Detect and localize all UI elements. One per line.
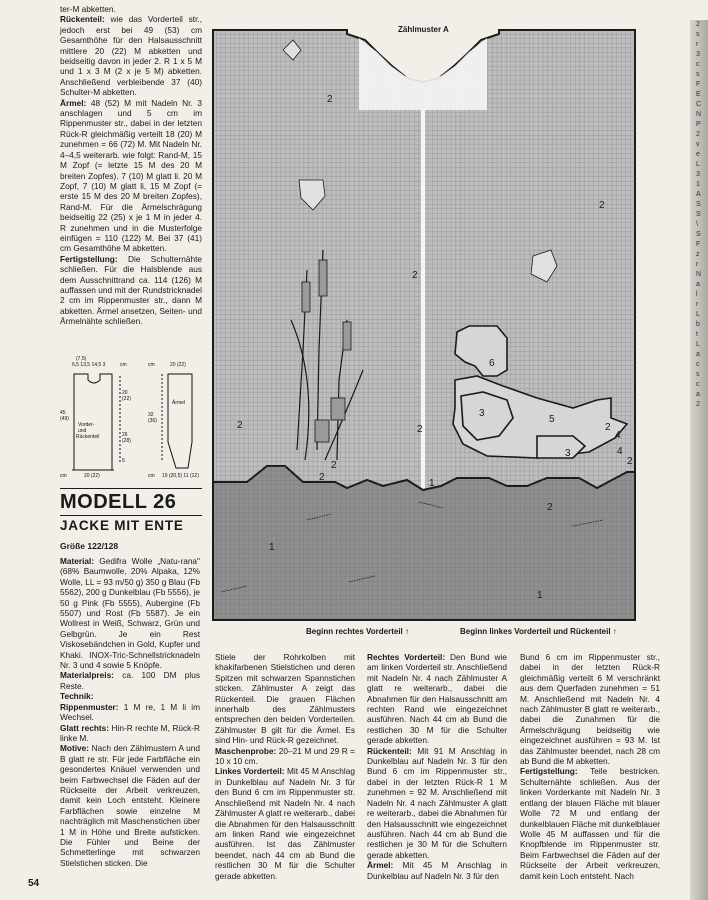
paragraph-heading: Rückenteil: <box>60 14 105 25</box>
model-size: Größe 122/128 <box>60 541 119 551</box>
edge-letter: r <box>696 301 699 308</box>
paragraph <box>215 652 355 746</box>
edge-letter: c <box>696 61 700 68</box>
model-number: MODELL 26 <box>60 491 177 513</box>
page-number: 54 <box>28 878 40 889</box>
chart-color-number: 2 <box>327 94 333 105</box>
chart-color-number: 3 <box>479 408 485 419</box>
edge-letter: S <box>696 211 701 218</box>
svg-text:(49): (49) <box>60 416 69 422</box>
chart-color-number: 2 <box>627 456 633 467</box>
svg-text:20 (22): 20 (22) <box>84 473 100 478</box>
edge-letter: b <box>696 321 700 328</box>
edge-letter: z <box>696 251 700 258</box>
chart-title: Zählmuster A <box>398 25 449 34</box>
svg-text:20 (22): 20 (22) <box>170 362 186 368</box>
edge-letter: c <box>696 381 700 388</box>
svg-text:(22): (22) <box>122 396 131 402</box>
svg-text:20: 20 <box>122 390 128 396</box>
paragraph-heading: Rechtes Vorderteil: <box>367 652 446 662</box>
divider <box>60 515 202 516</box>
arrow-up-icon: ↑ <box>612 627 617 636</box>
paragraph <box>60 723 200 744</box>
paragraph-text: ca. 100 DM plus Reste. <box>60 670 200 691</box>
paragraph-heading: Material: <box>60 556 95 566</box>
edge-letter: 2 <box>696 401 700 408</box>
edge-letter: 3 <box>696 171 700 178</box>
paragraph-heading: Ärmel: <box>367 860 394 871</box>
edge-letter: L <box>696 341 700 348</box>
paragraph-text: Mit 45 M Anschlag in Dunkelblau auf Nadeln Nr. 3 für den Bund 6 cm im Rippenmuster str. Anschließend mit Nadeln Nr. 4 nach Zählmuster A glatt re weiterarb., dabei die Abnahmen für den Halsausschnitt am linken Rand wie eingezeichnet ausführen. Ist das Zählmuster beendet, nach 44 cm ab Bund die restlichen 30 M für die Schulter gerade abketten. <box>215 766 355 881</box>
svg-text:Vorder-: Vorder- <box>78 422 95 428</box>
edge-letter: 1 <box>696 181 700 188</box>
edge-letter: S <box>696 231 701 238</box>
paragraph-heading: Glatt rechts: <box>60 722 110 733</box>
chart-color-number: 2 <box>417 424 423 435</box>
svg-text:32: 32 <box>148 412 154 418</box>
paragraph <box>60 14 202 97</box>
edge-letter: C <box>696 101 702 108</box>
divider <box>60 488 202 489</box>
text-column-bottom-2 <box>367 652 507 881</box>
edge-letter: t <box>696 331 698 338</box>
edge-letter: r <box>696 261 699 268</box>
paragraph-heading: Rückenteil: <box>367 745 412 756</box>
paragraph <box>60 691 200 701</box>
chart-color-number: 2 <box>331 460 337 471</box>
paragraph <box>215 766 355 880</box>
edge-letter: A <box>696 191 701 198</box>
arrow-up-icon: ↑ <box>405 627 409 636</box>
paragraph <box>60 556 200 670</box>
chart-color-number: 3 <box>565 448 571 459</box>
edge-letter: a <box>696 351 700 358</box>
model-heading <box>60 488 202 551</box>
paragraph-text: Hin-R rechte M, Rück-R linke M. <box>60 722 201 743</box>
chart-color-number: 6 <box>489 358 495 369</box>
paragraph <box>520 652 660 766</box>
paragraph-heading: Rippenmuster: <box>60 701 119 712</box>
paragraph <box>60 98 202 254</box>
svg-text:cm: cm <box>148 473 155 478</box>
edge-letter: F <box>696 241 701 248</box>
paragraph-text: Gedifra Wolle „Natu-rana" (68% Baumwolle, 20% Alpaka, 12% Wolle, LL = 93 m/50 g) 350 g Blau (Fb 5562), 200 g Dunkelblau (Fb 5556), je 50 g Pink (Fb 5555), Aubergine (Fb 5507) und Rost (Fb 5587). Je ein Wollrest in Weiß, Schwarz, Grün und Gelbgrün. Je ein Rest Viskosebändchen in Gold, Kupfer und Khaki. INOX-Tric-Schnellstricknadeln Nr. 3 und 4 sowie 5 Knöpfe. <box>60 556 200 671</box>
sketch-top-nums: 6,5 13,5 14,5 3 <box>72 362 106 368</box>
svg-text:Rückenteil: Rückenteil <box>76 434 100 440</box>
sketch-top-left: (7,5) <box>76 356 87 362</box>
chart-color-number: 4 <box>615 430 621 441</box>
paragraph-text: 20–21 M und 29 R = 10 x 10 cm. <box>215 745 355 767</box>
paragraph <box>60 254 202 327</box>
paragraph-heading: Motive: <box>60 743 90 754</box>
chart-color-number: 5 <box>549 414 555 425</box>
paragraph <box>367 746 507 860</box>
svg-text:26: 26 <box>122 432 128 438</box>
paragraph-heading: Ärmel: <box>60 97 87 108</box>
chart-color-number: 2 <box>319 472 325 483</box>
svg-text:19 (20,5) 11 (12): 19 (20,5) 11 (12) <box>162 473 199 478</box>
edge-letter: S <box>696 201 701 208</box>
paragraph-text: 1 M re, 1 M li im Wechsel. <box>60 701 200 723</box>
neighbour-page-edge <box>690 20 708 900</box>
paragraph-heading: Fertigstellung: <box>520 766 578 777</box>
paragraph <box>367 652 507 746</box>
edge-letter: N <box>696 111 702 118</box>
edge-letter: e <box>696 151 700 158</box>
edge-letter: L <box>696 311 700 318</box>
edge-letter: v <box>696 141 700 148</box>
paragraph-heading: Maschenprobe: <box>215 745 277 756</box>
edge-letter: s <box>696 71 700 78</box>
svg-text:(28): (28) <box>122 438 131 444</box>
edge-letter: l <box>696 291 698 298</box>
paragraph-text: 48 (52) M mit Nadeln Nr. 3 anschlagen und 5 cm im Rippenmuster str., dabei in der letzten Rück-R gleichmäßig verteilt 18 (20) M zunehmen = 66 (72) M. Mit Nadeln Nr. 4–4,5 weiterarb. wie folgt: Rand-M, 15 M Zopf (= letzte 15 M des 20 M breiten Zopfes). 7 (10) M glatt li. 20 M Zopf, 7 (10) M glatt li, 15 M Zopf (= erste 15 M des 20 M breiten Zopfes), Rand-M. Für die Ärmelschrägung beidseitig 22 (25) x je 1 M in jeder 4. R zunehmen und in die Musterfolge einfügen = 110 (122) M. Bei 37 (41) cm Gesamthöhe M abketten. <box>60 97 202 254</box>
paragraph <box>60 702 200 723</box>
svg-text:cm: cm <box>60 473 67 478</box>
svg-text:cm: cm <box>120 362 127 368</box>
edge-letter: r <box>696 41 699 48</box>
edge-letter: s <box>696 31 700 38</box>
paragraph-text: ter-M abketten. <box>60 4 116 14</box>
chart-color-number: 2 <box>547 502 553 513</box>
paragraph-text: Die Schulternähte schließen. Für die Halsblende aus dem Ausschnittrand ca. 114 (126) M auffassen und mit der Rundstricknadel 2 cm im Rippenmuster str., dann M abketten. Ärmel ansetzen, Seiten- und Ärmelnähte schließen. <box>60 253 202 327</box>
model-title: JACKE MIT ENTE <box>60 518 184 533</box>
text-column-materials <box>60 556 200 868</box>
edge-letter: 3 <box>696 51 700 58</box>
svg-text:45: 45 <box>60 410 66 416</box>
edge-letter: N <box>696 271 702 278</box>
svg-text:cm: cm <box>148 362 155 368</box>
paragraph <box>60 4 202 14</box>
edge-letter: P <box>696 121 701 128</box>
paragraph <box>215 746 355 767</box>
chart-color-number: 2 <box>599 200 605 211</box>
edge-letter: F <box>696 81 701 88</box>
paragraph-text: wie das Vorderteil str., jedoch erst bei 49 (53) cm Gesamthöhe für den Halsausschnitt mittlere 20 (22) M abketten und beidseitig davon in jeder 2. R 1 x 5 M und 1 x 3 M (2 x je 5 M) abketten. Anschließend verbleibende 37 (40) Schulter-M abketten. <box>60 14 202 98</box>
svg-text:(36): (36) <box>148 418 157 424</box>
paragraph <box>367 860 507 881</box>
caption-right-front: Beginn rechtes Vorderteil ↑ <box>306 627 409 636</box>
chart-color-number: 1 <box>537 590 543 601</box>
edge-letter: 2 <box>696 131 700 138</box>
text-column-bottom-3 <box>520 652 660 881</box>
paragraph-text: Nach den Zählmustern A und B glatt re str. Für jede Farbfläche ein gesondertes Knäuel verwenden und beim Farbwechsel die Fäden auf der Rückseite der Arbeit verkreuzen, damit kein Loch entsteht. Kleinere Farbflächen sowie einzelne M nachträglich mit Maschenstichen über 1 M in Höhe und Breite aufsticken. Die Fühler und Beine der Schmetterlinge mit schwarzen Stielstichen sticken. Die <box>60 743 200 868</box>
paragraph-text: Mit 45 M Anschlag in Dunkelblau auf Nadeln Nr. 3 für den <box>367 860 507 881</box>
svg-text:Ärmel: Ärmel <box>172 400 186 406</box>
paragraph-heading: Technik: <box>60 691 94 702</box>
paragraph-heading: Materialpreis: <box>60 670 114 681</box>
knitting-chart <box>207 20 639 630</box>
chart-color-number: 1 <box>429 478 435 489</box>
chart-color-number: 4 <box>617 446 623 457</box>
edge-letter: a <box>696 281 700 288</box>
edge-letter: 2 <box>696 21 700 28</box>
edge-letter: c <box>696 361 700 368</box>
chart-color-number: 2 <box>237 420 243 431</box>
text-column-left <box>60 4 202 327</box>
svg-text:5: 5 <box>122 458 125 464</box>
paragraph <box>60 670 200 691</box>
edge-letter: L <box>696 161 700 168</box>
svg-text:und: und <box>78 428 87 434</box>
paragraph-heading: Fertigstellung: <box>60 253 118 264</box>
text-column-bottom-1 <box>215 652 355 881</box>
chart-color-number: 1 <box>269 542 275 553</box>
edge-letter: a <box>696 391 700 398</box>
paragraph-text: Den Bund wie am linken Vorderteil str. Anschließend mit Nadeln Nr. 4 nach Zählmuster A glatt re weiterarb., dabei die Abnahmen für den Halsausschnitt am rechten Rand wie eingezeichnet ausführen. Nach 44 cm ab Bund die restlichen 30 M für die Schulter gerade abketten. <box>367 652 507 746</box>
paragraph <box>60 743 200 868</box>
edge-letter: E <box>696 91 701 98</box>
caption-left-back: Beginn linkes Vorderteil und Rückenteil ↑ <box>460 627 617 636</box>
edge-letter: \ <box>696 221 698 228</box>
pattern-sketch <box>58 352 208 478</box>
chart-color-number: 2 <box>412 270 418 281</box>
paragraph-text: Mit 91 M Anschlag in Dunkelblau auf Nadeln Nr. 3 für den Bund 6 cm im Rippenmuster str., dabei in der letzten Rück-R 1 M zunehmen = 92 M. Anschließend mit Nadeln Nr. 4 nach Zählmuster A glatt re weiterarb., dabei die Abnahmen für den Halsausschnitt wie eingezeichnet ausführen. Nach 44 cm ab Bund die restlichen je 30 M für die Schultern gerade abketten. <box>367 745 507 860</box>
paragraph <box>520 766 660 880</box>
paragraph-text: Bund 6 cm im Rippenmuster str., dabei in der letzten Rück-R gleichmäßig verteilt 6 M verschränkt aus dem Querfaden zunehmen = 51 M. Anschließend mit Nadeln Nr. 4 nach Zählmuster B glatt re weiterarb., dabei die Zunahmen für die Ärmelschrägung beidseitig wie eingezeichnet ausführen = 93 M. Ist das Zählmuster beendet, nach 28 cm ab Bund die M abketten. <box>520 652 660 767</box>
edge-letter: s <box>696 371 700 378</box>
chart-color-number: 2 <box>605 422 611 433</box>
paragraph-text: Stiele der Rohrkolben mit khakifarbenen Stielstichen und deren Spitzen mit schwarzen Spannstichen sticken. Zählmuster A zeigt das Rückenteil. Die grauen Flächen innerhalb des Zählmusters entsprechen den beiden Vorderteilen. Zählmuster B gilt für die Ärmel. Es sind Hin- und Rück-R gezeichnet. <box>215 652 355 746</box>
paragraph-heading: Linkes Vorderteil: <box>215 766 285 777</box>
paragraph-text: Teile bestricken. Schulternähte schließen. Aus der linken Vorderkante mit Nadeln Nr. 3 entlang der blauen Fläche mit blauer Wolle 72 M und entlang der dunkelblauen Fläche mit dunkelblauer Wolle 45 M auffassen und für die Knopfblende im Rippenmuster str. Beim Farbwechsel die Fäden auf der Rückseite der Arbeit verkreuzen, damit kein Loch entsteht. Nach <box>520 766 660 881</box>
